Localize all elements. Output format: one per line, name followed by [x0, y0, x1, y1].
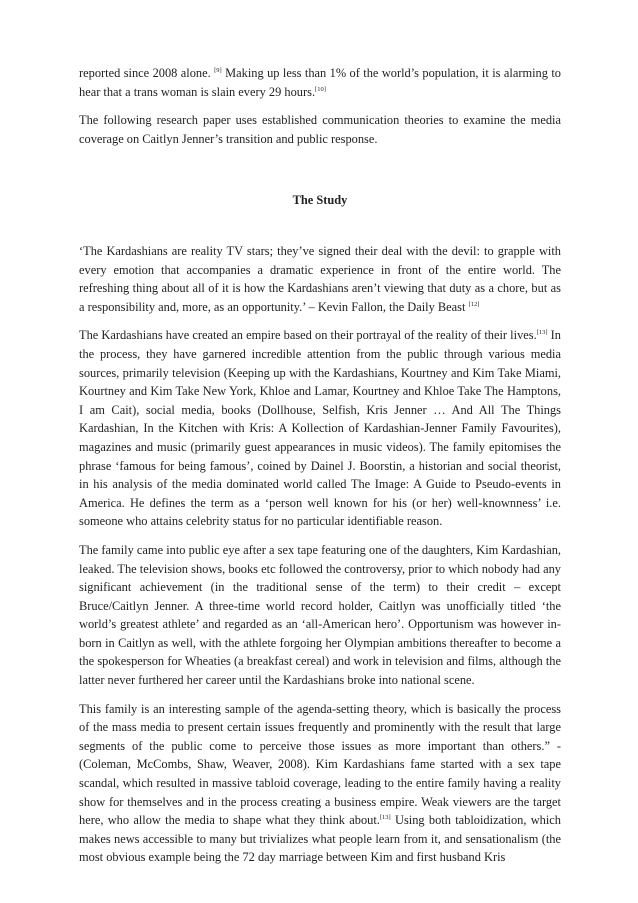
footnote-ref: [10]	[315, 85, 326, 93]
text-run: ‘The Kardashians are reality TV stars; they’ve signed their deal with the devil: to grapple with every emotion that accompanies a dramatic experience in front of the entire world. The refreshing thing about all of it is how the Kardashians aren’t viewing that duty as a chore, but as a responsibility and, more, as an opportunity.’ – Kevin Fallon, the Daily Beast	[79, 244, 561, 314]
intro-section	[79, 64, 561, 158]
text-run: The following research paper uses established communication theories to examine the media coverage on Caitlyn Jenner’s transition and public response.	[79, 113, 561, 146]
text-run: The family came into public eye after a sex tape featuring one of the daughters, Kim Kardashian, leaked. The television shows, books etc followed the controversy, prior to which nobody had any significant achievement (in the traditional sense of the term) to their credit – except Bruce/Caitlyn Jenner. A three-time world record holder, Caitlyn was unofficially titled ‘the world’s greatest athlete’ and regarded as an ‘all-American hero’. Opportunism was however in-born in Caitlyn as well, with the athlete forgoing her Olympian ambitions thereafter to become a the spokesperson for Wheaties (a breakfast cereal) and work in television and films, although the latter never furthered her career until the Kardashians broke into national scene.	[79, 542, 561, 688]
text-run: This family is an interesting sample of the agenda-setting theory, which is basically the process of the mass media to present certain issues frequently and prominently with the result that large segments of the public come to perceive those issues as more important than others.” - (Coleman, McCombs, Shaw, Weaver, 2008). Kim Kardashians fame started with a sex tape scandal, which resulted in massive tabloid coverage, leading to the entire family having a reality show for themselves and in the process creating a business empire. Weak viewers are the target here, who allow the media to shape what they think about.	[79, 701, 561, 828]
section-heading: The Study	[292, 193, 348, 207]
intro-paragraph-2	[79, 111, 561, 148]
text-run: reported since 2008 alone.	[79, 66, 215, 80]
study-paragraph-1	[79, 242, 561, 316]
footnote-ref: [12]	[468, 300, 480, 308]
text-run: Making up less than 1% of the world’s population, it is alarming to hear that a trans woman is slain every 29 hours.	[79, 66, 561, 99]
footnote-ref: [13]	[536, 329, 548, 337]
text-run: The Kardashians have created an empire based on their portrayal of the reality of their lives.	[79, 328, 537, 343]
study-paragraph-2	[79, 326, 561, 531]
study-paragraph-4	[79, 700, 561, 867]
text-run: In the process, they have garnered incredible attention from the public through various media sources, primarily television (Keeping up with the Kardashians, Kourtney and Kim Take Miami, Kourtney and Kim Take New York, Khloe and Lamar, Kourtney and Khloe Take The Hamptons, I am Cait), social media, books (Dollhouse, Selfish, Kris Jenner … And All The Things Kardashian, In the Kitchen with Kris: A Kollection of Kardashian-Jenner Family Favourites), magazines and music (primarily guest appearances in music videos). The family epitomises the phrase ‘famous for being famous’, coined by Dainel J. Boorstin, a historian and social theorist, in his analysis of the media dominated world called The Image: A Guide to Pseudo-events in America. He defines the term as a ‘person well known for his (or her) well-knownness’ i.e. someone who attains celebrity status for no particular identifiable reason.	[79, 328, 562, 529]
footnote-ref: [9]	[214, 66, 222, 74]
text-run: Using both tabloidization, which makes news accessible to many but trivializes what people learn from it, and sensationalism (the most obvious example being the 72 day marriage between Kim and first husband Kris	[79, 813, 562, 865]
study-section	[79, 242, 561, 877]
footnote-ref: [13]	[379, 814, 391, 822]
study-paragraph-3	[79, 541, 561, 690]
intro-paragraph-1	[79, 64, 561, 101]
